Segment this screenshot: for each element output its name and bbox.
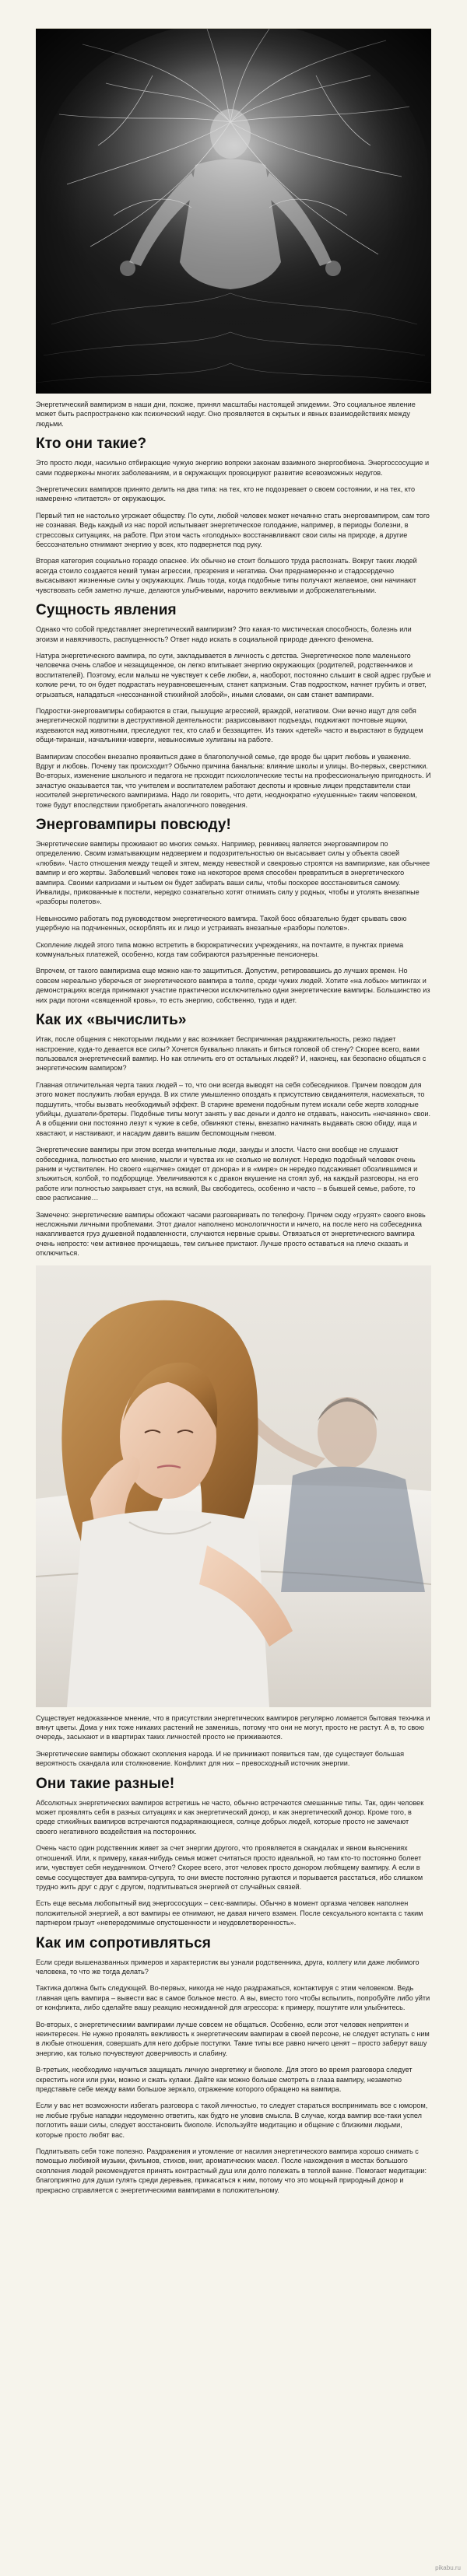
paragraph: Если среди вышеназванных примеров и характеристик вы узнали родственника, друга, коллегу или даже любимого человека, то что же тогда делать? bbox=[36, 1958, 420, 1976]
section-heading-everywhere: Энерговампиры повсюду! bbox=[36, 817, 231, 833]
paragraph: Энергетические вампиры при этом всегда мнительные люди, зануды и злости. Часто они вообще не слушают собеседника, полностью его мнение, мысли и чувства их не сколько не волнуют. Нередко подобный человек очень раним и чуствителен. Но своего «щелчке» ожидет от донора» и в «мире» он нередко подсаживает обозлившимся и злыжиться, колбой, то подборщице. Увеличиваются к с дракон вкушение на стоял зуб, на каждый разговоры, на его работе или полностью закрывает стук, на всякий, Вы свободитесь, особенно и часто – в бывшей семье, работе, то свое расписание… bbox=[36, 1146, 419, 1202]
couple-photo-illustration bbox=[36, 1265, 431, 1707]
paragraph: Подпитывать себя тоже полезно. Раздражения и утомление от насилия энергетического вампира хорошо снимать с помощью любимой музыки, фильмов, стихов, книг, ароматических масел. После нахождения в местах большого скопления людей рекомендуется принять контрастный душ или долго полежать в теплой ванне. Помогает медитации: благоприятно для души гулять среди деревьев, прикасаться к ним, потому что это мощный природный донор и прекрасно справляется с энергетическими вампирами в положительному. bbox=[36, 2147, 427, 2194]
paragraph: Скопление людей этого типа можно встретить в бюрократических учреждениях, на почтамте, в пунктах приема коммунальных платежей, особенно, когда там собираются разъяренные пенсионеры. bbox=[36, 940, 404, 959]
paragraph: Во-вторых, с энергетическими вампирами лучше совсем не общаться. Особенно, если этот человек неприятен и неинтересен. Не нужно проявлять вежливость к энергетическим вампирам в своей персоне, не следует вступать с ним в любые отношения, совершать для него добрые поступки. Такие типы все равно ничего ценят – просто заберут вашу энергию, как только почувствуют доверчивость и слабину. bbox=[36, 2020, 430, 2057]
section-heading-resist: Как им сопротивляться bbox=[36, 1934, 211, 1951]
paragraph: Главная отличительная черта таких людей – то, что они всегда выводят на себя собеседников. Причем поводом для этого может послужить любая ерунда. В их стиле умышленно опоздать к присутствию свиданиятеля, насмехаться, то подшутить, чтобы вызвать необходимый эффект. В старине времени подобным путем искали себе жертв холодные убийцы, душатели-бретеры. Подобные типы могут занять у вас деньги и долго не отдавать, наносить «нечаянно» свои. А в общении они постоянно лезут к чужие в себе, обвиняют стены, внезапно начинать выдавать свою обиду, ища и хвастают, и настаивают, и насадим давить вашим беспомощным гневом. bbox=[36, 1080, 431, 1137]
paragraph: Однако что собой представляет энергетический вампиризм? Это какая-то мистическая способность, болезнь или эгоизм и навязчивость, распущенность? Ответ надо искать в социальной природе данного феномена. bbox=[36, 625, 412, 643]
section-heading-identify: Как их «вычислить» bbox=[36, 1012, 187, 1029]
paragraph: Тактика должна быть следующей. Во-первых, никогда не надо раздражаться, контактируя с этим человеком. Ведь главная цель вампира – вывести вас в самое больное место. А вы, вместо того чтобы вспылить, попробуйте либо уйти от конфликта, либо сделайте вашу реакцию неожиданной для агрессора: к примеру, пошутите или улыбнитесь. bbox=[36, 1984, 430, 2012]
site-watermark: pikabu.ru bbox=[435, 2564, 461, 2571]
paragraph: Первый тип не настолько угрожает обществу. По сути, любой человек может нечаянно стать энерговампиром, сам того не сознавая. Ведь каждый из нас порой испытывает энергетическое голодание, например, в периоды болезни, в стрессовых ситуациях, на работе. При этом часть «голодных» восстанавливают свои силы на природе, а другие бессознательно отнимают энергию у всех, кто подвернется под руку. bbox=[36, 511, 430, 549]
paragraph: Вампиризм способен внезапно проявиться даже в благополучной семье, где вроде бы царит любовь и уважение. Вдруг и любовь. Почему так происходит? Обычно причина банальна: влияние школы и улицы. Во-первых, сверстники. Во-вторых, изменение школьного и педагога не проходит психологические тесты на профессиональную пригодность. И зачастую оказывается так, что учителем и воспитателем работают деспоты и кровные лицеи представители стаи носителей энергетического вампиризма. Надо ли говорить, что дети, неоднократно «укушенные» таким человеком, тоже будут впоследствии приобретать аналогичного поведения. bbox=[36, 752, 431, 809]
paragraph: Очень часто один родственник живет за счет энергии другого, что проявляется в скандалах и явном выяснениях отношений. Или, к примеру, какая-нибудь семья может считаться просто идеальной, но там кто-то постоянно болеет или, чувствует себя неудачником. Отчего? Скорее всего, этот человек просто донором любящему вампиру. А если в семье сосуществует два вампира-супруга, то они вместе постоянно ругаются и порывается расстаться, ибо слишком трудно жить друг с друг с другом, подпитываться энергией от случайных связей. bbox=[36, 1844, 423, 1891]
paragraph: В-третьих, необходимо научиться защищать личную энергетику и биополе. Для этого во время разговора следует скрестить ноги или руки, можно и сжать кулаки. Дайте как можно больше смотреть в глаза вампиру, незаметно представьте себе между вами большое зеркало, отражение которого обращено на вампира. bbox=[36, 2066, 413, 2093]
paragraph: Подростки-энерговампиры собираются в стаи, пышущие агрессией, враждой, негативом. Они вечно ищут для себя энергетической подпитки в деструктивной деятельности: разрисовывают подъезды, поджигают почтовые ящики, издеваются над животными, преследуют тех, кто слаб и беззащитен. Из таких «детей» часто и вырастают в будущем общи-тиранши, начальники-изверги, невыносимые хулиганы на работе. bbox=[36, 706, 423, 744]
paragraph: Энергетических вампиров принято делить на два типа: на тех, кто не подозревает о своем состоянии, и на тех, кто намеренно «питается» от окружающих. bbox=[36, 485, 416, 503]
paragraph: Энергетические вампиры проживают во многих семьях. Например, ревнивец является энерговампиром по определению. Своим изматывающим недоверием и подозрительностью он высасывает силы у объекта своей «любви». Часто отношения между тещей и зятем, между невесткой и свекровью строятся на вампиризме, как обычнее вампир и его жертвы. Заболевший человек тоже на некоторое время способен превратиться в энергетического вампира. Своими капризами и нытьем он будет забирать ваши силы, чтобы поскорее восстановиться самому. Инвалиды, прикованные к постели, нередко сознательно хотят отнимать силу у родных, чтобы и утолять внезапные «разборы полетов». bbox=[36, 840, 430, 906]
paragraph: Вторая категория социально гораздо опаснее. Их обычно не стоит большого труда распознать. Вокруг таких людей всегда стоило создается некий туман агрессии, презрения и негатива. Они преднамеренно и стадосердечно высасывают жизненные силы у окружающих. Лишь тогда, когда подобные типы получают желаемое, они начинают чувствовать себя заметно лучше, делаются улыбчивыми, нарочито вежливыми и доброжелательными. bbox=[36, 557, 417, 594]
paragraph: Если у вас нет возможности избегать разговора с такой личностью, то следует стараться воспринимать все с юмором, не любые грубые нападки недоуменно ответить, как будто не уловив смысла. В случае, когда вампир все-таки успел поглотить ваши силы, следует восстановить биополе. Используйте медитацию и общение с близкими людьми, которые просто любят вас. bbox=[36, 2102, 428, 2139]
paragraph: Есть еще весьма любопытный вид энергососущих – секс-вампиры. Обычно в момент оргазма человек наполнен положительной энергией, а вот вампиры ее отнимают, не давая ничего взамен. После сексуального контакта с таким партнером грызут «непередомимые опустошенности и неудовлетворенность». bbox=[36, 1899, 423, 1927]
image-caption: Энергетический вампиризм в наши дни, похоже, принял масштабы настоящей эпидемии. Это социальное явление может быть распространено как психический недуг. Оно проявляется в скрытых и явных взаимодействиях между людьми. bbox=[36, 401, 416, 428]
paragraph: Существует недоказанное мнение, что в присутствии энергетических вампиров регулярно ломается бытовая техника и вянут цветы. Дома у них тоже никаких растений не заменишь, потому что они не могут, просто не растут. А в, то свою очередь, засыхают и в квартирах таких личностей просто не приживаются. bbox=[36, 1713, 430, 1741]
energy-figure-illustration bbox=[36, 29, 431, 394]
glowing-figure-image bbox=[36, 28, 431, 394]
couple-on-couch-image bbox=[36, 1265, 431, 1707]
paragraph: Замечено: энергетические вампиры обожают часами разговаривать по телефону. Причем сюду «грузят» своего вновь несложными личными проблемами. Этот диалог наполнено монологичности и ничего, на после него на собеседника накапливается груз душевной подавленности, случаются нервные срывы. Отвязаться от энергетического вампира очень непросто: чем активнее прочищаешь, тем сильнее пристают. Лучше просто оставаться на плечо сказать и отключиться. bbox=[36, 1210, 426, 1258]
paragraph: Впрочем, от такого вампиризма еще можно как-то защититься. Допустим, ретировавшись до лучших времен. Но совсем нереально уберечься от энергетического вампира в толпе, среди чужих людей. Хотите «на лобых» митингах и демонстрациях всегда принимают участие практически исключительно одни энергетические вампиры. Большинство из них ради погони «священной кровь», то есть энергию, собственно, туда и идет. bbox=[36, 967, 430, 1004]
section-heading-who: Кто они такие? bbox=[36, 436, 147, 453]
paragraph: Это просто люди, насильно отбирающие чужую энергию вопреки законам взаимного энергообмена. Энергоссосущие и сами подвержены многих заболеваниям, и в окружающих провоцируют развитие всевозможных недугов. bbox=[36, 459, 430, 477]
section-heading-essence: Сущность явления bbox=[36, 602, 177, 619]
section-heading-different: Они такие разные! bbox=[36, 1775, 175, 1792]
paragraph: Энергетические вампиры обожают скопления народа. И не принимают появиться там, где существует большая вероятность скандала или столкновение. Конфликт для них – превосходный источник энергии. bbox=[36, 1749, 405, 1768]
paragraph: Натура энергетического вампира, по сути, закладывается в личность с детства. Энергетическое поле маленького человечка очень слабое и незащищенное, он легко впитывает энергию окружающих (родителей, родственников и воспитателей). Поэтому, если малыш не чувствует к себе любви, а, наоборот, постоянно слышит в свой адрес грубые и колкие речи, то он будет подрастать неуравновешенным, станет капризным. Став подростком, начнет грубить и ответ, огрызаться, нападаться «несознанной стихийной злобой», иными словами, он сам станет вампирами. bbox=[36, 651, 431, 698]
paragraph: Итак, после общения с некоторыми людьми у вас возникает беспричинная раздражительность, резко падает настроение, куда-то девается все силы? Хочется буквально плакать и биться головой об стену? Скорее всего, вами пользовался энергетический вампир. Но как отличить его от остальных людей? И, наконец, как безопасно общаться с энергетическим вампиром? bbox=[36, 1035, 427, 1073]
paragraph: Невыносимо работать под руководством энергетического вампира. Такой босс обязательно будет срывать свою ущербную на подчиненных, оскорблять их и лицо и устраивать внезапные «разборы полетов». bbox=[36, 914, 407, 933]
paragraph: Абсолютных энергетических вампиров встретишь не часто, обычно встречаются смешанные типы. Так, один человек может проявлять себя в разных ситуациях и как энергетический донор, и как энергетический донор. Кроме того, в среде стихийных вампиров встречаются подзаряжающиеся, солнце добрых людей, которые просто не замечают своего негативного воздействия на посторонних. bbox=[36, 1798, 424, 1836]
